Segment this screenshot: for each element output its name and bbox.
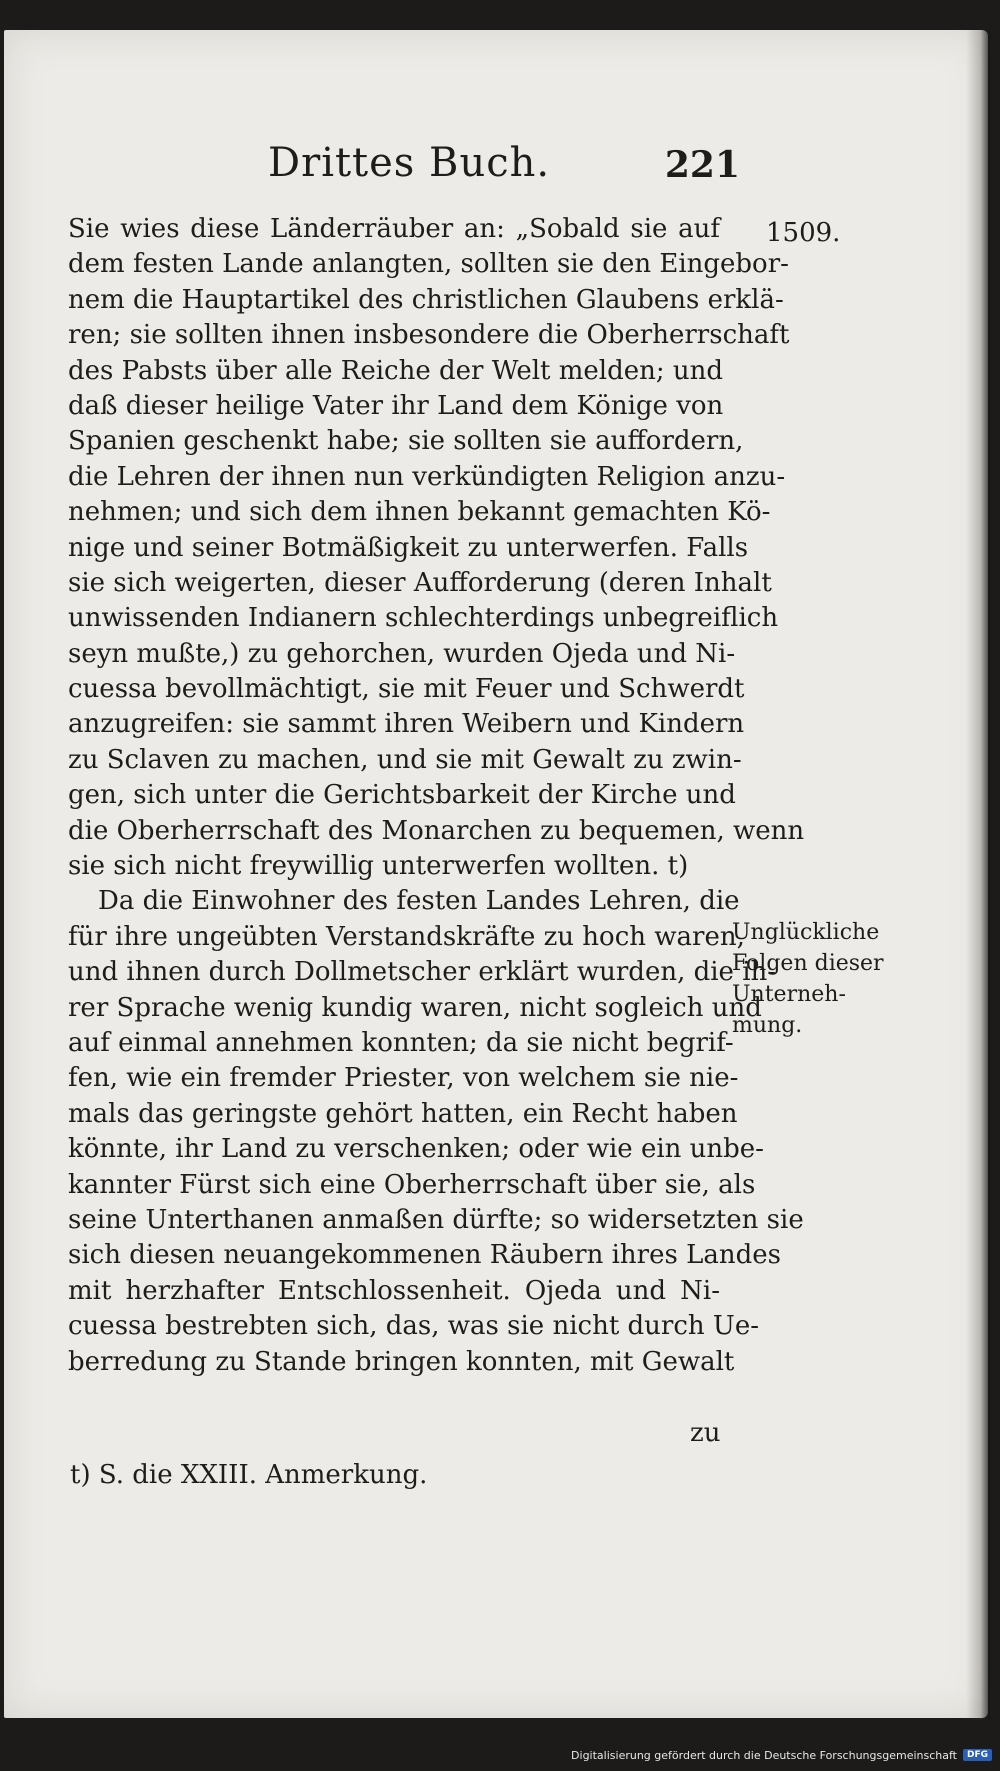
text-line: Spanien geschenkt habe; sie sollten sie auffordern, (68, 426, 744, 457)
margin-note (732, 917, 892, 1041)
digitization-credit (571, 1745, 992, 1765)
text-line: mals das geringste gehört hatten, ein Recht haben (68, 1098, 738, 1129)
footnote: t) S. die XXIII. Anmerkung. (70, 1460, 428, 1490)
text-line: cuessa bestrebten sich, das, was sie nicht durch Ue- (68, 1311, 760, 1342)
text-line: seine Unterthanen anmaßen dürfte; so widersetzten sie (68, 1204, 804, 1235)
text-line: daß dieser heilige Vater ihr Land dem Könige von (68, 390, 724, 421)
page-number: 221 (664, 144, 740, 186)
text-line: könnte, ihr Land zu verschenken; oder wie ein unbe- (68, 1134, 764, 1165)
text-line: Sie wies diese Länderräuber an: „Sobald sie auf (68, 214, 720, 244)
text-line: auf einmal annehmen konnten; da sie nicht begrif- (68, 1027, 734, 1058)
text-line: Da die Einwohner des festen Landes Lehren, die (98, 886, 740, 917)
text-line: nem die Hauptartikel des christlichen Glaubens erklä- (68, 284, 784, 315)
text-line: berredung zu Stande bringen konnten, mit Gewalt (68, 1346, 735, 1377)
credit-text: Digitalisierung gefördert durch die Deutsche Forschungsgemeinschaft (571, 1748, 957, 1762)
margin-note-line: Unterneh- (732, 982, 846, 1007)
dfg-logo: DFG (963, 1749, 992, 1761)
margin-note-line: mung. (732, 1013, 803, 1038)
text-line: nehmen; und sich dem ihnen bekannt gemachten Kö- (68, 497, 771, 528)
text-line: unwissenden Indianern schlechterdings unbegreiflich (68, 603, 779, 634)
page-edge-shadow (966, 30, 990, 1720)
text-line: dem festen Lande anlangten, sollten sie den Eingebor- (68, 249, 789, 280)
text-line: des Pabsts über alle Reiche der Welt melden; und (68, 355, 724, 386)
margin-note-line: Folgen dieser (732, 951, 884, 976)
text-line: fen, wie ein fremder Priester, von welchem sie nie- (68, 1063, 739, 1094)
text-line: anzugreifen: sie sammt ihren Weibern und Kindern (68, 709, 745, 740)
text-line: gen, sich unter die Gerichtsbarkeit der Kirche und (68, 780, 736, 811)
catchword: zu (690, 1418, 721, 1448)
text-line: mit herzhafter Entschlossenheit. Ojeda und Ni- (68, 1275, 720, 1306)
text-line: und ihnen durch Dollmetscher erklärt wurden, die ih- (68, 957, 777, 988)
text-line: sich diesen neuangekommenen Räubern ihres Landes (68, 1240, 781, 1271)
margin-note-line: Unglückliche (732, 920, 880, 945)
text-line: sie sich weigerten, dieser Aufforderung (deren Inhalt (68, 567, 772, 598)
text-line: nige und seiner Botmäßigkeit zu unterwerfen. Falls (68, 532, 749, 563)
text-line: für ihre ungeübten Verstandskräfte zu hoch waren, (68, 921, 745, 952)
margin-year: 1509. (766, 218, 841, 248)
text-line: seyn mußte,) zu gehorchen, wurden Ojeda und Ni- (68, 638, 736, 669)
running-head: Drittes Buch. (268, 140, 551, 186)
text-line: sie sich nicht freywillig unterwerfen wollten. t) (68, 851, 689, 882)
text-line: die Oberherrschaft des Monarchen zu bequemen, wenn (68, 815, 805, 846)
text-line: zu Sclaven zu machen, und sie mit Gewalt zu zwin- (68, 744, 742, 775)
page-header (220, 140, 740, 200)
text-line: rer Sprache wenig kundig waren, nicht sogleich und (68, 992, 762, 1023)
text-line: kannter Fürst sich eine Oberherrschaft über sie, als (68, 1169, 756, 1200)
text-line: cuessa bevollmächtigt, sie mit Feuer und Schwerdt (68, 674, 745, 705)
text-line: ren; sie sollten ihnen insbesondere die Oberherrschaft (68, 320, 790, 351)
text-line: die Lehren der ihnen nun verkündigten Religion anzu- (68, 461, 786, 492)
